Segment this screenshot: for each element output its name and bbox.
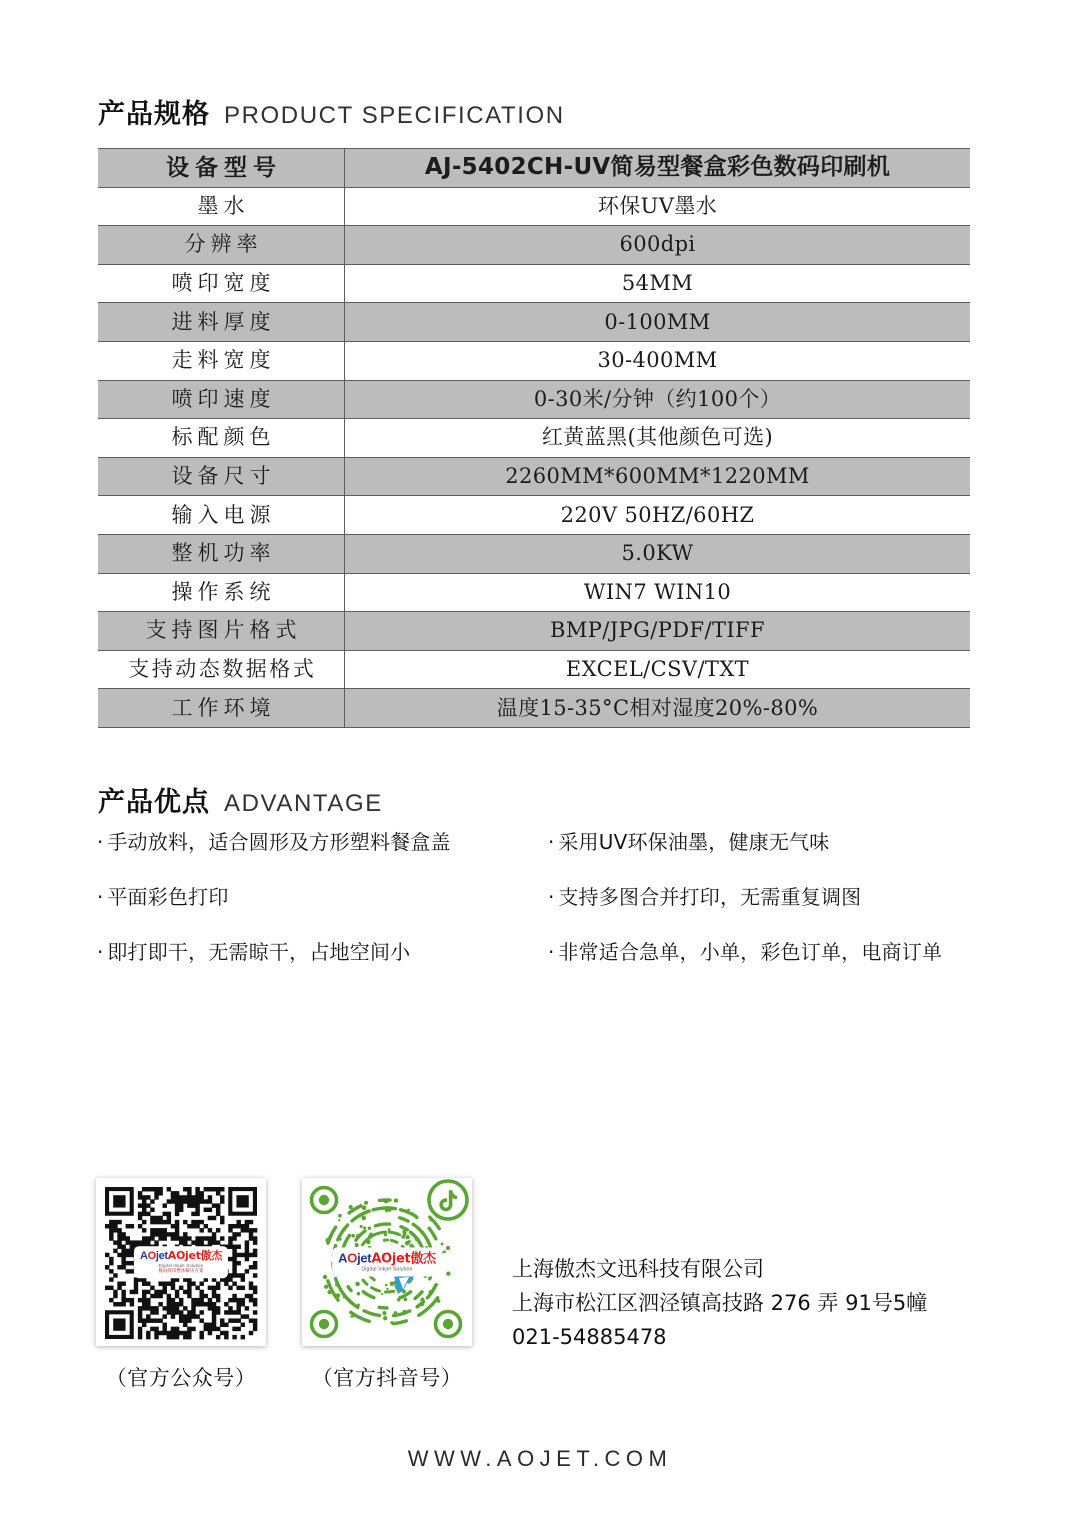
advantage-heading-en: ADVANTAGE [224,790,383,817]
spec-row-label: 分辨率 [98,226,345,265]
spec-row-label: 标配颜色 [98,419,345,458]
spec-row-value: 600dpi [345,226,971,265]
wechat-qr-caption: （官方公众号） [105,1366,257,1390]
advantage-item [97,942,547,962]
spec-row [98,380,970,419]
spec-row-value: 30-400MM [345,341,971,380]
bullet-dot-icon: · [548,940,555,964]
spec-row [98,303,970,342]
specification-table [98,148,970,728]
spec-row [98,457,970,496]
spec-row-label: 工作环境 [98,689,345,728]
spec-row-label: 操作系统 [98,573,345,612]
spec-row-value: AJ-5402CH-UV简易型餐盒彩色数码印刷机 [345,149,971,188]
contact-phone: 021-54885478 [512,1325,667,1350]
spec-row [98,689,970,728]
advantage-item-text: 平面彩色打印 [107,885,229,909]
spec-row-label: 进料厚度 [98,303,345,342]
spec-row-label: 喷印宽度 [98,264,345,303]
advantage-item-text: 支持多图合并打印，无需重复调图 [558,885,862,909]
douyin-logo-sub: Digital Inkjet Solution [361,1266,413,1273]
spec-row [98,534,970,573]
wechat-qr-block [96,1178,266,1392]
wechat-logo-cn: AOjet傲杰 [167,1249,223,1263]
contact-address: 上海市松江区泗泾镇高技路 276 弄 91号5幢 [512,1291,928,1316]
douyin-qr-code[interactable] [302,1178,472,1346]
bullet-dot-icon: · [548,830,555,854]
spec-heading-en: PRODUCT SPECIFICATION [224,102,565,129]
advantage-item [548,942,1018,962]
advantage-item-text: 即打即干，无需晾干，占地空间小 [107,940,411,964]
spec-row [98,341,970,380]
spec-row-label: 支持动态数据格式 [98,650,345,689]
advantage-item [97,832,547,852]
advantage-item [548,832,1018,852]
wechat-qr-center-logo: AOjetAOjet傲杰 Digital Inkjet Solution 数码喷印整体解决方案 [134,1246,228,1278]
spec-row-label: 墨水 [98,187,345,226]
spec-row-label: 整机功率 [98,534,345,573]
advantage-item [97,887,547,907]
douyin-qr-block [302,1178,472,1392]
specification-table-body [98,149,970,728]
advantage-list-left [97,832,547,997]
bullet-dot-icon: · [97,830,104,854]
spec-row-value: 温度15-35°C相对湿度20%-80% [345,689,971,728]
spec-row [98,419,970,458]
bullet-dot-icon: · [97,940,104,964]
spec-row-value: 0-30米/分钟（约100个） [345,380,971,419]
douyin-qr-center-logo: AOjetAOjet傲杰 Digital Inkjet Solution [332,1248,442,1277]
spec-row [98,612,970,651]
spec-row-label: 喷印速度 [98,380,345,419]
wechat-logo-sub2: 数码喷印整体解决方案 [158,1268,204,1274]
spec-row-value: 环保UV墨水 [345,187,971,226]
advantage-item [548,887,1018,907]
contact-company: 上海傲杰文迅科技有限公司 [512,1257,764,1281]
advantage-item-text: 采用UV环保油墨，健康无气味 [558,830,830,854]
advantage-heading-cn: 产品优点 [98,787,210,818]
douyin-logo-cn: AOjet傲杰 [371,1251,436,1267]
douyin-qr-caption: （官方抖音号） [311,1366,463,1390]
spec-row-value: 54MM [345,264,971,303]
spec-heading-cn: 产品规格 [98,99,210,130]
spec-row [98,573,970,612]
spec-row-label: 输入电源 [98,496,345,535]
spec-row [98,187,970,226]
wechat-logo-sub: Digital Inkjet Solution [158,1263,204,1269]
spec-row-value: 220V 50HZ/60HZ [345,496,971,535]
spec-row-value: 2260MM*600MM*1220MM [345,457,971,496]
footer-website-url: WWW.AOJET.COM [407,1446,673,1471]
spec-row-value: EXCEL/CSV/TXT [345,650,971,689]
spec-row-label: 设备型号 [98,149,345,188]
spec-row-label: 走料宽度 [98,341,345,380]
spec-row [98,226,970,265]
spec-row-value: 5.0KW [345,534,971,573]
spec-row [98,264,970,303]
spec-row-value: 0-100MM [345,303,971,342]
spec-section-heading [98,92,565,131]
spec-row-label: 支持图片格式 [98,612,345,651]
contact-info [512,1252,927,1354]
advantage-section-heading [98,780,383,819]
bullet-dot-icon: · [548,885,555,909]
advantage-item-text: 手动放料，适合圆形及方形塑料餐盒盖 [107,830,451,854]
advantage-list-right [548,832,1018,997]
spec-row-value: 红黄蓝黑(其他颜色可选) [345,419,971,458]
advantage-item-text: 非常适合急单，小单，彩色订单，电商订单 [558,940,943,964]
spec-row-value: WIN7 WIN10 [345,573,971,612]
wechat-qr-code[interactable] [96,1178,266,1346]
spec-row [98,496,970,535]
bullet-dot-icon: · [97,885,104,909]
spec-row-value: BMP/JPG/PDF/TIFF [345,612,971,651]
spec-row-label: 设备尺寸 [98,457,345,496]
spec-row [98,650,970,689]
spec-row [98,149,970,188]
